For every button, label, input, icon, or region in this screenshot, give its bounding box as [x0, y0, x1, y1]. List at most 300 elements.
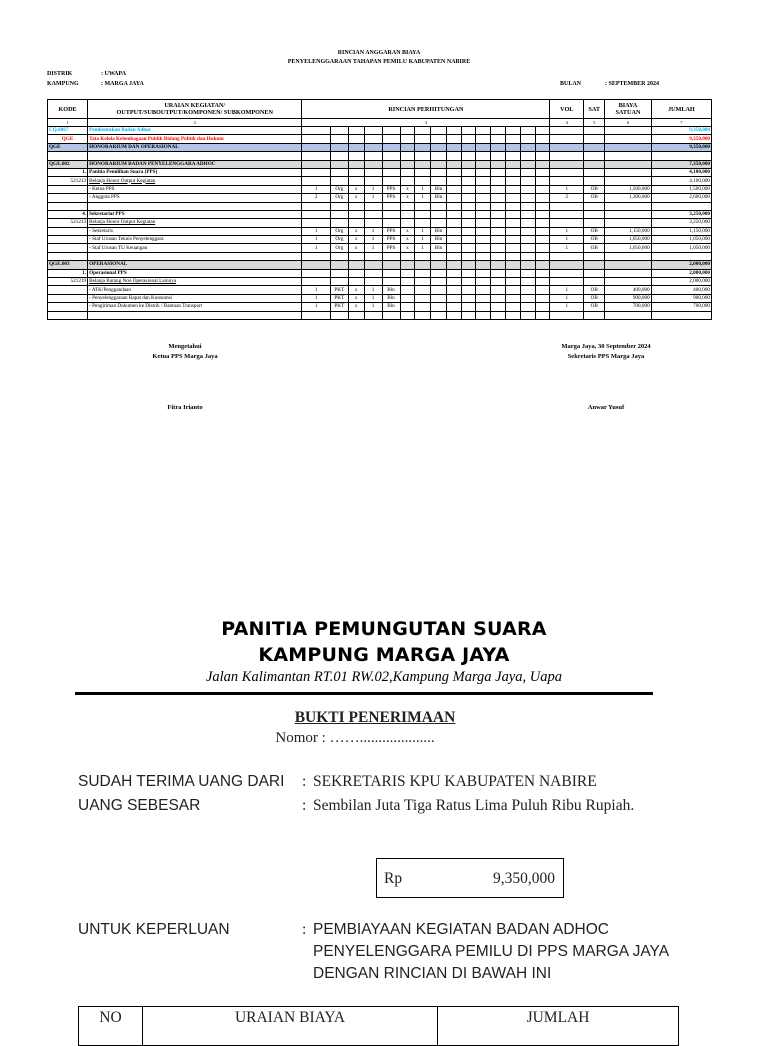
row-biaya: 900,000: [605, 294, 651, 302]
row-vol: [550, 143, 584, 151]
row-biaya: 1,150,000: [605, 227, 651, 235]
header-biaya-satuan: BIAYA SATUAN: [605, 100, 651, 119]
row-rincian-cell: [364, 143, 382, 151]
row-rincian-cell: [446, 269, 461, 277]
row-rincian-cell: [476, 236, 491, 244]
row-rincian-cell: [431, 278, 447, 286]
row-rincian-cell: 1: [364, 294, 382, 302]
row-uraian: - Staf Urusan TU Keuangan: [88, 244, 302, 252]
rab-title-1: RINCIAN ANGGARAN BIAYA: [337, 50, 421, 56]
row-vol: [550, 261, 584, 269]
row-rincian-cell: [400, 143, 415, 151]
row-rincian-cell: [446, 152, 461, 160]
row-rincian-cell: [348, 160, 364, 168]
row-rincian-cell: [491, 244, 506, 252]
row-biaya: [605, 219, 651, 227]
row-rincian-cell: [330, 135, 348, 143]
row-rincian-cell: [491, 286, 506, 294]
row-rincian-cell: [302, 127, 330, 135]
row-biaya: [605, 127, 651, 135]
amount-label: UANG SEBESAR: [78, 797, 201, 814]
amount-value: Sembilan Juta Tiga Ratus Lima Puluh Ribu Rupiah.: [313, 797, 635, 814]
row-rincian-cell: [476, 210, 491, 218]
row-rincian-cell: [491, 227, 506, 235]
row-rincian-cell: [535, 177, 550, 185]
row-rincian-cell: 1: [302, 185, 330, 193]
row-jumlah: 3,250,000: [651, 210, 711, 218]
letterhead-rule: [75, 692, 653, 695]
row-jumlah: [651, 202, 711, 210]
row-rincian-cell: [400, 278, 415, 286]
row-uraian: - Penyelenggaraan Rapat dan Konsumsi: [88, 294, 302, 302]
row-rincian-cell: [535, 294, 550, 302]
row-rincian-cell: [535, 160, 550, 168]
row-rincian-cell: [431, 127, 447, 135]
row-rincian-cell: [505, 177, 520, 185]
row-rincian-cell: [520, 278, 535, 286]
row-vol: [550, 168, 584, 176]
row-rincian-cell: [415, 269, 431, 277]
budget-row: [48, 177, 712, 185]
row-rincian-cell: [364, 278, 382, 286]
row-rincian-cell: [491, 202, 506, 210]
row-rincian-cell: [302, 202, 330, 210]
row-rincian-cell: [400, 135, 415, 143]
row-vol: [550, 252, 584, 260]
receipt-org-line1: PANITIA PEMUNGUTAN SUARA: [221, 618, 547, 640]
row-jumlah: 1,150,000: [651, 227, 711, 235]
row-rincian-cell: [431, 303, 447, 311]
row-rincian-cell: [431, 219, 447, 227]
col-number: 7: [651, 119, 711, 127]
row-vol: [550, 278, 584, 286]
row-rincian-cell: [446, 261, 461, 269]
amount-colon: :: [302, 797, 307, 814]
row-rincian-cell: [535, 194, 550, 202]
row-rincian-cell: [520, 269, 535, 277]
row-rincian-cell: [461, 311, 476, 319]
row-rincian-cell: [505, 286, 520, 294]
row-rincian-cell: [364, 219, 382, 227]
receipt-address: Jalan Kalimantan RT.01 RW.02,Kampung Marga Jaya, Uapa: [205, 669, 563, 685]
row-rincian-cell: [348, 168, 364, 176]
row-rincian-cell: Org: [330, 194, 348, 202]
row-rincian-cell: [330, 168, 348, 176]
row-uraian: Sekretariat PPS: [88, 210, 302, 218]
row-rincian-cell: [461, 177, 476, 185]
row-rincian-cell: [431, 168, 447, 176]
purpose-line1: PEMBIAYAAN KEGIATAN BADAN ADHOC: [313, 921, 609, 938]
row-rincian-cell: [491, 303, 506, 311]
row-rincian-cell: [535, 261, 550, 269]
row-rincian-cell: x: [400, 194, 415, 202]
row-rincian-cell: [400, 219, 415, 227]
row-rincian-cell: [364, 202, 382, 210]
sign-right-line1: Marga Jaya, 30 September 2024: [561, 343, 651, 350]
row-rincian-cell: [491, 168, 506, 176]
row-rincian-cell: [330, 202, 348, 210]
row-rincian-cell: [400, 286, 415, 294]
row-kode: [48, 286, 88, 294]
row-rincian-cell: [400, 269, 415, 277]
row-rincian-cell: [382, 311, 400, 319]
row-rincian-cell: [302, 152, 330, 160]
row-vol: [550, 152, 584, 160]
purpose-line3: DENGAN RINCIAN DI BAWAH INI: [313, 965, 552, 982]
row-rincian-cell: [476, 177, 491, 185]
header-sat: SAT: [584, 100, 605, 119]
row-rincian-cell: [431, 135, 447, 143]
row-rincian-cell: [348, 152, 364, 160]
row-rincian-cell: [461, 219, 476, 227]
row-rincian-cell: [364, 168, 382, 176]
row-sat: [584, 252, 605, 260]
row-rincian-cell: [491, 219, 506, 227]
row-rincian-cell: [461, 160, 476, 168]
budget-row: [48, 278, 712, 286]
row-rincian-cell: [431, 202, 447, 210]
row-biaya: [605, 278, 651, 286]
row-vol: [550, 219, 584, 227]
row-jumlah: 9,350,000: [651, 135, 711, 143]
distrik-value: : UWAPA: [101, 71, 127, 77]
row-biaya: [605, 311, 651, 319]
sign-right-name: Anwar Yusuf: [587, 404, 625, 411]
row-rincian-cell: [382, 135, 400, 143]
row-rincian-cell: [491, 252, 506, 260]
row-biaya: [605, 202, 651, 210]
row-sat: [584, 135, 605, 143]
row-rincian-cell: [505, 252, 520, 260]
row-rincian-cell: [535, 252, 550, 260]
row-rincian-cell: [505, 127, 520, 135]
row-rincian-cell: [400, 152, 415, 160]
row-rincian-cell: x: [348, 294, 364, 302]
row-jumlah: [651, 252, 711, 260]
row-rincian-cell: [330, 160, 348, 168]
row-rincian-cell: [520, 303, 535, 311]
sign-left-line2: Ketua PPS Marga Jaya: [152, 353, 218, 360]
row-rincian-cell: [491, 269, 506, 277]
row-rincian-cell: [446, 135, 461, 143]
row-vol: [550, 177, 584, 185]
row-rincian-cell: [302, 210, 330, 218]
distrik-label: DISTRIK: [47, 71, 73, 77]
row-jumlah: [651, 311, 711, 319]
row-rincian-cell: [302, 269, 330, 277]
budget-row: [48, 219, 712, 227]
row-rincian-cell: [364, 152, 382, 160]
row-rincian-cell: [330, 278, 348, 286]
budget-row: [48, 127, 712, 135]
row-rincian-cell: [302, 261, 330, 269]
from-colon: :: [302, 773, 307, 790]
col-number: 1: [48, 119, 88, 127]
receipt-nomor: Nomor : ……....................: [275, 730, 435, 746]
row-rincian-cell: [330, 261, 348, 269]
row-rincian-cell: [348, 261, 364, 269]
row-rincian-cell: [476, 143, 491, 151]
row-rincian-cell: Bln: [382, 294, 400, 302]
row-rincian-cell: [431, 311, 447, 319]
row-rincian-cell: [461, 202, 476, 210]
row-rincian-cell: x: [348, 236, 364, 244]
row-rincian-cell: [382, 168, 400, 176]
row-uraian: - ATK/Penggandaan: [88, 286, 302, 294]
row-rincian-cell: [446, 210, 461, 218]
row-kode: QGE.003: [48, 261, 88, 269]
row-rincian-cell: [505, 202, 520, 210]
row-rincian-cell: [520, 219, 535, 227]
row-kode: [48, 236, 88, 244]
row-rincian-cell: x: [348, 185, 364, 193]
row-vol: [550, 269, 584, 277]
row-rincian-cell: [431, 269, 447, 277]
row-rincian-cell: [520, 294, 535, 302]
header-uraian: URAIAN KEGIATAN/ OUTPUT/SUBOUTPUT/KOMPONEN/ SUBKOMPONEN: [88, 100, 302, 119]
row-rincian-cell: [415, 261, 431, 269]
row-biaya: [605, 177, 651, 185]
row-rincian-cell: 1: [415, 236, 431, 244]
row-rincian-cell: [491, 160, 506, 168]
row-uraian: Panitia Pemilihan Suara (PPS): [88, 168, 302, 176]
row-rincian-cell: [348, 143, 364, 151]
sign-left-name: Fitra Irianto: [167, 404, 203, 411]
row-rincian-cell: PKT: [330, 303, 348, 311]
row-rincian-cell: [520, 185, 535, 193]
row-rincian-cell: x: [400, 185, 415, 193]
row-rincian-cell: [535, 202, 550, 210]
row-kode: [48, 303, 88, 311]
row-rincian-cell: [415, 135, 431, 143]
row-vol: 1: [550, 244, 584, 252]
row-rincian-cell: PPS: [382, 236, 400, 244]
row-sat: [584, 202, 605, 210]
budget-row: [48, 135, 712, 143]
row-rincian-cell: [400, 261, 415, 269]
row-rincian-cell: [461, 227, 476, 235]
row-biaya: [605, 160, 651, 168]
row-rincian-cell: [505, 185, 520, 193]
rp-value: 9,350,000: [493, 870, 555, 887]
row-rincian-cell: [446, 311, 461, 319]
from-label: SUDAH TERIMA UANG DARI: [78, 773, 285, 790]
row-rincian-cell: [446, 160, 461, 168]
row-rincian-cell: [302, 252, 330, 260]
purpose-line2: PENYELENGGARA PEMILU DI PPS MARGA JAYA: [313, 943, 670, 960]
row-rincian-cell: [476, 261, 491, 269]
row-biaya: 1,050,000: [605, 244, 651, 252]
rab-title-2: PENYELENGGARAAN TAHAPAN PEMILU KABUPATEN NABIRE: [287, 59, 471, 65]
row-sat: OB: [584, 227, 605, 235]
row-sat: [584, 177, 605, 185]
row-rincian-cell: [461, 143, 476, 151]
row-vol: 1: [550, 236, 584, 244]
row-rincian-cell: 1: [302, 244, 330, 252]
row-rincian-cell: [415, 311, 431, 319]
row-rincian-cell: 2: [302, 194, 330, 202]
row-rincian-cell: [520, 311, 535, 319]
row-rincian-cell: [461, 168, 476, 176]
row-rincian-cell: x: [348, 286, 364, 294]
row-rincian-cell: [520, 177, 535, 185]
row-rincian-cell: [364, 135, 382, 143]
row-rincian-cell: 1: [364, 303, 382, 311]
row-rincian-cell: [446, 168, 461, 176]
rp-label: Rp: [384, 870, 403, 887]
row-sat: [584, 219, 605, 227]
budget-row: [48, 294, 712, 302]
row-rincian-cell: PPS: [382, 185, 400, 193]
row-rincian-cell: [476, 286, 491, 294]
row-jumlah: 9,350,000: [651, 127, 711, 135]
row-rincian-cell: [302, 177, 330, 185]
row-rincian-cell: [382, 261, 400, 269]
row-rincian-cell: [535, 236, 550, 244]
row-rincian-cell: [505, 143, 520, 151]
budget-row: [48, 236, 712, 244]
col-header-jumlah: JUMLAH: [438, 1007, 679, 1046]
row-rincian-cell: [348, 252, 364, 260]
row-rincian-cell: [415, 152, 431, 160]
sign-right-line2: Sekretaris PPS Marga Jaya: [567, 353, 645, 360]
row-uraian: OPERASIONAL: [88, 261, 302, 269]
row-rincian-cell: PPS: [382, 194, 400, 202]
row-rincian-cell: [461, 194, 476, 202]
row-rincian-cell: [520, 210, 535, 218]
row-rincian-cell: 1: [415, 244, 431, 252]
row-rincian-cell: x: [348, 303, 364, 311]
row-rincian-cell: [520, 261, 535, 269]
row-rincian-cell: [505, 261, 520, 269]
row-rincian-cell: [491, 294, 506, 302]
row-jumlah: 4,100,000: [651, 168, 711, 176]
row-rincian-cell: [415, 219, 431, 227]
budget-row: [48, 269, 712, 277]
row-rincian-cell: 1: [415, 227, 431, 235]
row-rincian-cell: [476, 227, 491, 235]
row-rincian-cell: x: [348, 244, 364, 252]
row-rincian-cell: 1: [364, 227, 382, 235]
row-rincian-cell: [491, 311, 506, 319]
row-vol: 1: [550, 286, 584, 294]
row-rincian-cell: [461, 278, 476, 286]
row-rincian-cell: 1: [364, 244, 382, 252]
row-rincian-cell: [505, 210, 520, 218]
row-vol: [550, 127, 584, 135]
row-uraian: Operasional PPS: [88, 269, 302, 277]
row-rincian-cell: [415, 303, 431, 311]
row-rincian-cell: [348, 210, 364, 218]
row-rincian-cell: [520, 168, 535, 176]
budget-row: [48, 252, 712, 260]
row-rincian-cell: [415, 168, 431, 176]
row-jumlah: 2,000,000: [651, 278, 711, 286]
row-uraian: [88, 311, 302, 319]
amount-box: [376, 858, 564, 898]
receipt-doc-title: BUKTI PENERIMAAN: [294, 709, 456, 726]
row-rincian-cell: [364, 210, 382, 218]
row-rincian-cell: [520, 194, 535, 202]
row-rincian-cell: 1: [415, 185, 431, 193]
row-rincian-cell: [520, 202, 535, 210]
row-rincian-cell: [400, 303, 415, 311]
row-jumlah: 7,350,000: [651, 160, 711, 168]
row-rincian-cell: [348, 278, 364, 286]
row-rincian-cell: [535, 269, 550, 277]
row-jumlah: 1,500,000: [651, 185, 711, 193]
row-sat: [584, 143, 605, 151]
row-rincian-cell: x: [400, 236, 415, 244]
row-jumlah: 4,100,000: [651, 177, 711, 185]
row-rincian-cell: 1: [364, 236, 382, 244]
row-uraian: - Anggota PPS: [88, 194, 302, 202]
row-rincian-cell: [330, 143, 348, 151]
row-rincian-cell: [520, 135, 535, 143]
row-sat: [584, 278, 605, 286]
row-jumlah: [651, 152, 711, 160]
row-rincian-cell: [520, 143, 535, 151]
row-rincian-cell: [415, 160, 431, 168]
row-rincian-cell: [330, 269, 348, 277]
row-kode: [48, 227, 88, 235]
row-rincian-cell: 1: [302, 236, 330, 244]
row-rincian-cell: [431, 152, 447, 160]
row-kode: 521213: [48, 219, 88, 227]
row-rincian-cell: x: [400, 227, 415, 235]
row-kode: QGE.002: [48, 160, 88, 168]
row-rincian-cell: [535, 311, 550, 319]
row-rincian-cell: [476, 185, 491, 193]
row-uraian: - Sekretaris: [88, 227, 302, 235]
row-rincian-cell: [400, 202, 415, 210]
row-uraian: - Staf Urusan Teknis Penyelenggara: [88, 236, 302, 244]
row-rincian-cell: [461, 127, 476, 135]
row-rincian-cell: [446, 185, 461, 193]
row-kode: 1.: [48, 269, 88, 277]
row-rincian-cell: [520, 152, 535, 160]
row-vol: [550, 202, 584, 210]
row-jumlah: 1,050,000: [651, 244, 711, 252]
row-rincian-cell: [364, 269, 382, 277]
row-kode: [48, 185, 88, 193]
row-rincian-cell: [491, 236, 506, 244]
row-rincian-cell: [364, 261, 382, 269]
col-header-uraian: URAIAN BIAYA: [143, 1007, 438, 1046]
row-rincian-cell: [505, 168, 520, 176]
row-rincian-cell: [348, 135, 364, 143]
row-kode: [48, 252, 88, 260]
col-number: 6: [605, 119, 651, 127]
row-rincian-cell: [520, 127, 535, 135]
row-biaya: [605, 269, 651, 277]
row-rincian-cell: [461, 152, 476, 160]
row-rincian-cell: Bln: [431, 194, 447, 202]
row-rincian-cell: 1: [302, 286, 330, 294]
col-number: 4: [550, 119, 584, 127]
row-rincian-cell: [491, 210, 506, 218]
row-jumlah: 900,000: [651, 294, 711, 302]
row-rincian-cell: [400, 210, 415, 218]
row-sat: [584, 269, 605, 277]
receipt-detail-table: [78, 1006, 679, 1046]
row-rincian-cell: [348, 269, 364, 277]
row-rincian-cell: Bln: [382, 303, 400, 311]
row-rincian-cell: [330, 127, 348, 135]
row-rincian-cell: [520, 252, 535, 260]
row-rincian-cell: [535, 227, 550, 235]
row-rincian-cell: [505, 311, 520, 319]
